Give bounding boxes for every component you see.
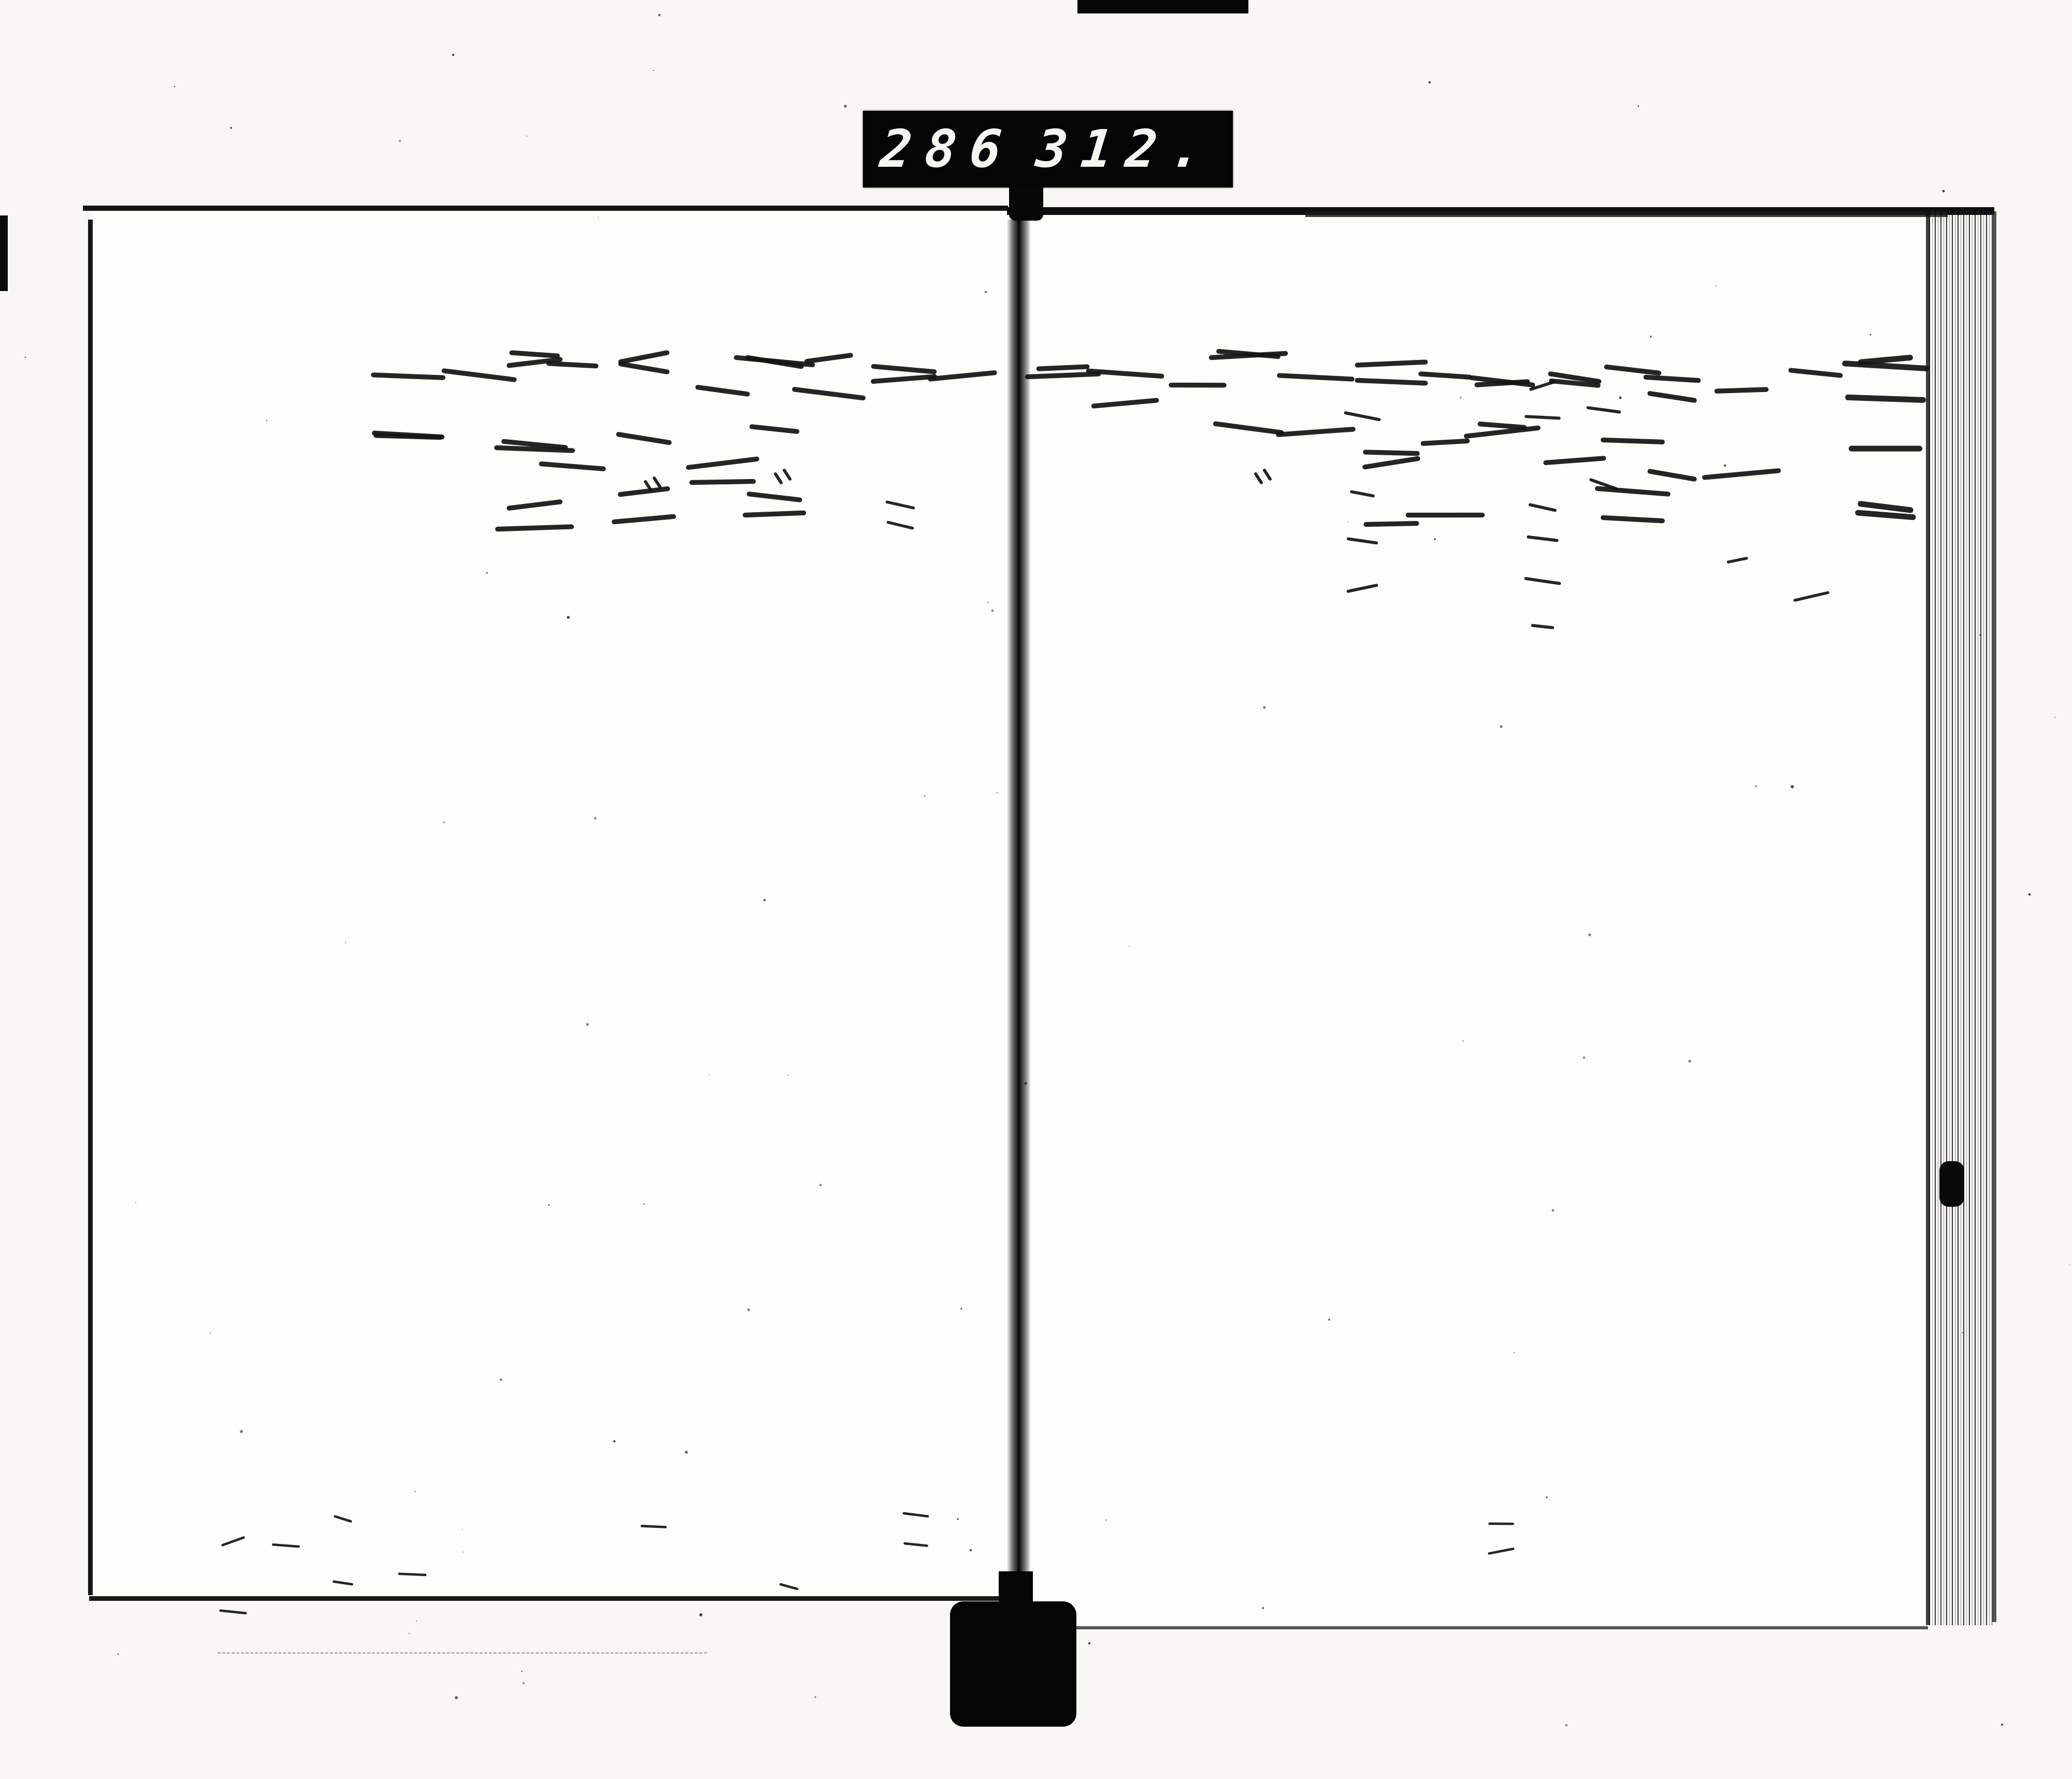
noise-speck [117, 1653, 119, 1655]
noise-speck [814, 1696, 816, 1698]
page-border-top-left [83, 206, 1008, 211]
page-border-left [88, 220, 93, 1595]
noise-speck [455, 1696, 458, 1699]
noise-speck [1565, 1724, 1568, 1727]
noise-speck [416, 1621, 417, 1622]
noise-speck [409, 1633, 410, 1634]
left-page [92, 211, 1007, 1598]
film-edge-mark [1077, 0, 1248, 13]
noise-speck [699, 1613, 702, 1616]
noise-speck [1429, 81, 1431, 83]
noise-speck [2054, 717, 2056, 718]
noise-speck [523, 1682, 525, 1684]
noise-speck [653, 70, 654, 71]
noise-speck [2069, 1264, 2070, 1265]
noise-speck [2028, 893, 2031, 896]
page-border-bottom-right [1039, 1626, 1928, 1629]
book-cover-edge [1992, 211, 1996, 1622]
frame-counter-plate [863, 111, 1233, 187]
noise-speck [452, 54, 455, 56]
right-page [1030, 215, 1932, 1627]
noise-speck [521, 1671, 523, 1672]
center-gutter [1007, 220, 1031, 1618]
noise-speck [230, 127, 232, 129]
page-border-top-right-2 [1305, 211, 1948, 217]
noise-speck [844, 105, 847, 108]
noise-speck [1088, 1642, 1090, 1644]
noise-speck [25, 357, 26, 358]
noise-speck [1942, 190, 1945, 193]
scan-artifact-line [218, 1652, 707, 1654]
frame-counter-right: 312. [1033, 119, 1219, 179]
noise-speck [399, 140, 401, 142]
noise-speck [526, 136, 527, 137]
noise-speck [658, 14, 661, 17]
fore-edge-line [1926, 210, 1930, 1625]
frame-counter-left: 286 [877, 119, 1018, 179]
page-border-bottom-left [89, 1596, 1007, 1601]
noise-speck [174, 86, 175, 87]
gutter-top-nub [1009, 186, 1043, 221]
fore-edge-texture [1929, 210, 1992, 1625]
gutter-shadow-blob [950, 1601, 1076, 1727]
noise-speck [2001, 1724, 2003, 1726]
noise-speck [1638, 106, 1639, 107]
ink-blotch [1939, 1161, 1964, 1207]
scan-edge-mark [0, 215, 8, 291]
